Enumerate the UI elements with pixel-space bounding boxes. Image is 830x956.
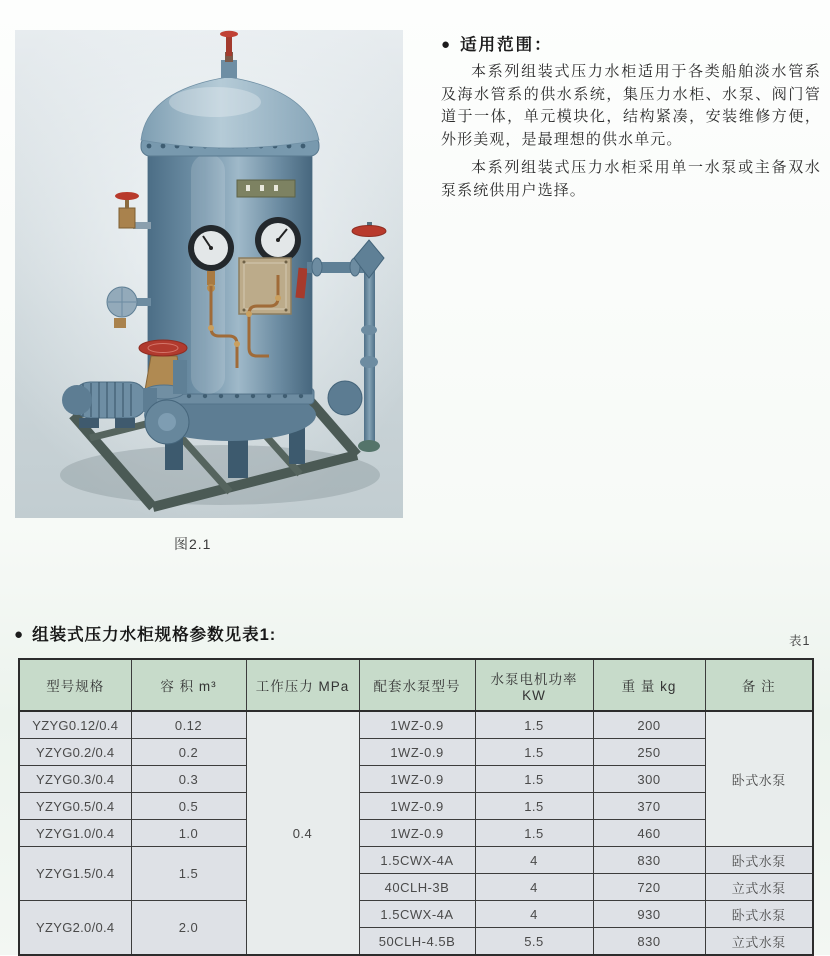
table-cell-remark-merged: 卧式水泵 [705, 711, 813, 847]
table-cell: 1WZ-0.9 [359, 793, 475, 820]
table-cell: 1.5CWX-4A [359, 901, 475, 928]
table-number-label: 表1 [789, 634, 811, 648]
table-cell: 立式水泵 [705, 874, 813, 901]
bullet-icon: ● [441, 35, 451, 53]
table-cell: 5.5 [475, 928, 593, 956]
table-cell: 1.5CWX-4A [359, 847, 475, 874]
column-header-weight: 重 量 kg [593, 659, 705, 711]
table-cell: 720 [593, 874, 705, 901]
table-cell: 830 [593, 928, 705, 956]
bullet-icon: ● [14, 625, 24, 643]
table-cell: 1.5 [475, 739, 593, 766]
figure-caption: 图2.1 [174, 536, 212, 552]
table-cell: 1WZ-0.9 [359, 766, 475, 793]
nameplate [237, 180, 295, 197]
header-row [19, 659, 813, 711]
table-row [19, 793, 813, 820]
table-row [19, 847, 813, 874]
table-cell: 1.5 [475, 766, 593, 793]
table-cell: 1.5 [475, 793, 593, 820]
table-cell: 830 [593, 847, 705, 874]
table-cell: 1WZ-0.9 [359, 711, 475, 739]
table-cell: 立式水泵 [705, 928, 813, 956]
table-cell: 1WZ-0.9 [359, 820, 475, 847]
table-cell: 1.5 [475, 711, 593, 739]
column-header-pressure: 工作压力 MPa [246, 659, 359, 711]
table-cell: YZYG0.5/0.4 [19, 793, 131, 820]
table-cell: 1WZ-0.9 [359, 739, 475, 766]
spec-title-text: 组装式压力水柜规格参数见表1: [32, 626, 277, 644]
table-cell: 卧式水泵 [705, 847, 813, 874]
table-cell: 200 [593, 711, 705, 739]
column-header-model: 型号规格 [19, 659, 131, 711]
table-cell: 460 [593, 820, 705, 847]
table-cell: 1.0 [131, 820, 246, 847]
intro-section [441, 31, 821, 202]
table-cell: 50CLH-4.5B [359, 928, 475, 956]
table-cell: 4 [475, 847, 593, 874]
table-cell: 0.5 [131, 793, 246, 820]
table-cell: YZYG0.2/0.4 [19, 739, 131, 766]
table-cell: 300 [593, 766, 705, 793]
table-cell: 930 [593, 901, 705, 928]
table-cell: 0.3 [131, 766, 246, 793]
intro-heading: 适用范围： [460, 36, 553, 54]
red-handle-left [115, 192, 139, 200]
dome-highlight [169, 87, 261, 117]
table-cell: YZYG1.0/0.4 [19, 820, 131, 847]
table-cell: 1.5 [131, 847, 246, 901]
column-header-motor-power: 水泵电机功率 KW [475, 659, 593, 711]
table-cell: YZYG1.5/0.4 [19, 847, 131, 901]
product-photo [15, 30, 403, 518]
table-row [19, 820, 813, 847]
table-row [19, 766, 813, 793]
table-cell: 250 [593, 739, 705, 766]
spec-table [18, 658, 814, 956]
rear-pump-volute [328, 381, 362, 415]
table-cell: 4 [475, 874, 593, 901]
table-cell: 1.5 [475, 820, 593, 847]
table-cell: 2.0 [131, 901, 246, 956]
table-row [19, 739, 813, 766]
table-cell: 0.2 [131, 739, 246, 766]
column-header-volume: 容 积 m³ [131, 659, 246, 711]
table-cell: 40CLH-3B [359, 874, 475, 901]
table-cell: YZYG0.3/0.4 [19, 766, 131, 793]
table-cell: 4 [475, 901, 593, 928]
column-header-pump-model: 配套水泵型号 [359, 659, 475, 711]
table-cell: 0.12 [131, 711, 246, 739]
spec-section-title [14, 621, 276, 645]
table-cell-pressure-merged: 0.4 [246, 711, 359, 955]
intro-paragraph-2: 本系列组装式压力水柜采用单一水泵或主备双水泵系统供用户选择。 [441, 159, 821, 199]
table-cell: YZYG2.0/0.4 [19, 901, 131, 956]
table-row [19, 901, 813, 928]
red-handwheel-right [352, 226, 386, 237]
intro-paragraph-1: 本系列组装式压力水柜适用于各类船舶淡水管系及海水管系的供水系统，集压力水柜、水泵、阀门管道于一体，单元模块化，结构紧凑，安装维修方便，外形美观，是最理想的供水单元。 [441, 63, 821, 148]
table-cell: 370 [593, 793, 705, 820]
table-cell: 卧式水泵 [705, 901, 813, 928]
column-header-remark: 备 注 [705, 659, 813, 711]
table-cell: YZYG0.12/0.4 [19, 711, 131, 739]
pressure-tank-illustration [15, 30, 403, 518]
table-row [19, 711, 813, 739]
